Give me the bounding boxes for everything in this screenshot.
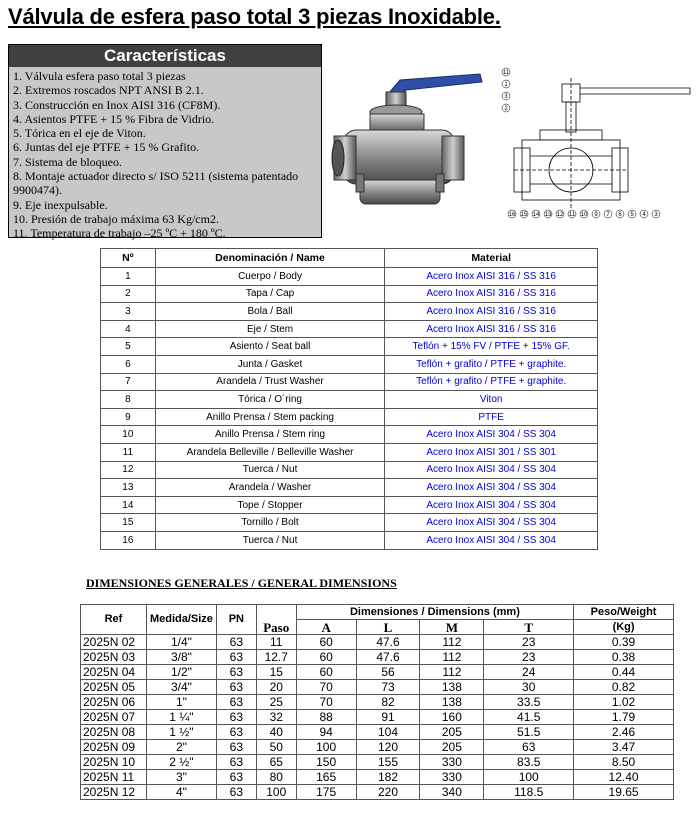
dims-header-row [81,605,674,620]
svg-text:11: 11 [502,70,510,76]
part-number: 8 [101,391,156,409]
table-row [81,770,674,785]
table-row [81,725,674,740]
cell-dim-l: 47.6 [356,635,420,650]
part-name: Arandela / Washer [155,479,385,497]
part-number: 11 [101,443,156,461]
table-row [101,408,598,426]
part-material: Acero Inox AISI 316 / SS 316 [385,320,598,338]
table-row [101,391,598,409]
table-row [81,740,674,755]
cell-dim-t: 41.5 [484,710,574,725]
table-row [81,665,674,680]
svg-text:11: 11 [568,212,576,218]
table-row [81,755,674,770]
cell-dim-a: 70 [296,695,356,710]
svg-text:1: 1 [504,82,508,88]
part-name: Bola / Ball [155,303,385,321]
cell-dim-l: 182 [356,770,420,785]
cell-size: 1 ¼" [146,710,216,725]
part-number: 6 [101,355,156,373]
cell-weight: 12.40 [574,770,674,785]
part-material: Acero Inox AISI 304 / SS 304 [385,479,598,497]
svg-text:6: 6 [618,212,622,218]
part-material: Acero Inox AISI 304 / SS 304 [385,426,598,444]
cell-paso: 32 [256,710,296,725]
part-name: Tuerca / Nut [155,531,385,549]
part-number: 4 [101,320,156,338]
cell-paso: 80 [256,770,296,785]
part-name: Anillo Prensa / Stem ring [155,426,385,444]
cell-dim-m: 160 [420,710,484,725]
part-material: Teflón + grafito / PTFE + graphite. [385,373,598,391]
cell-weight: 0.82 [574,680,674,695]
feature-item: 10. Presión de trabajo máxima 63 Kg/cm2. [13,211,219,226]
feature-item: 11. Temperatura de trabajo –25 ºC + 180 ºC. [13,226,226,241]
feature-item: 7. Sistema de bloqueo. [13,154,122,169]
part-number: 16 [101,531,156,549]
cell-dim-t: 100 [484,770,574,785]
table-row [101,320,598,338]
cell-dim-a: 60 [296,665,356,680]
table-row [101,285,598,303]
cell-paso: 25 [256,695,296,710]
cell-weight: 0.39 [574,635,674,650]
cell-ref: 2025N 04 [81,665,147,680]
features-box [8,44,322,241]
col-header-pn: PN [216,605,256,635]
part-name: Arandela Belleville / Belleville Washer [155,443,385,461]
part-name: Tuerca / Nut [155,461,385,479]
feature-item: 9. Eje inexpulsable. [13,197,108,212]
cell-paso: 40 [256,725,296,740]
svg-text:7: 7 [606,212,610,218]
cell-pn: 63 [216,770,256,785]
part-name: Asiento / Seat ball [155,338,385,356]
cell-dim-a: 100 [296,740,356,755]
part-number: 1 [101,268,156,286]
cell-paso: 15 [256,665,296,680]
cell-dim-m: 205 [420,725,484,740]
cell-ref: 2025N 08 [81,725,147,740]
svg-text:15: 15 [520,212,528,218]
cell-dim-l: 155 [356,755,420,770]
part-number: 13 [101,479,156,497]
col-header-material: Material [385,249,598,268]
table-row [81,635,674,650]
cell-dim-a: 70 [296,680,356,695]
svg-text:3: 3 [654,212,658,218]
cell-size: 2 ½" [146,755,216,770]
cell-ref: 2025N 10 [81,755,147,770]
parts-table [100,248,598,550]
part-number: 2 [101,285,156,303]
cell-dim-l: 104 [356,725,420,740]
table-row [101,461,598,479]
table-row [81,650,674,665]
cell-ref: 2025N 09 [81,740,147,755]
part-number: 7 [101,373,156,391]
cell-pn: 63 [216,635,256,650]
cell-dim-l: 82 [356,695,420,710]
cell-dim-m: 112 [420,665,484,680]
feature-item: 4. Asientos PTFE + 15 % Fibra de Vidrio. [13,111,215,126]
part-number: 5 [101,338,156,356]
cell-size: 1 ½" [146,725,216,740]
cell-size: 4" [146,785,216,800]
table-row [101,443,598,461]
cell-paso: 12.7 [256,650,296,665]
feature-item: 2. Extremos roscados NPT ANSI B 2.1. [13,83,204,98]
part-material: Acero Inox AISI 301 / SS 301 [385,443,598,461]
features-list [9,67,321,241]
col-header-t: T [484,620,574,635]
part-material: Acero Inox AISI 304 / SS 304 [385,461,598,479]
cell-dim-t: 63 [484,740,574,755]
cell-pn: 63 [216,650,256,665]
col-header-m: M [420,620,484,635]
cell-dim-a: 88 [296,710,356,725]
cell-dim-m: 330 [420,770,484,785]
page-title: Válvula de esfera paso total 3 piezas Inoxidable. [8,4,501,29]
table-row [101,338,598,356]
cell-weight: 0.38 [574,650,674,665]
cell-dim-l: 47.6 [356,650,420,665]
cell-ref: 2025N 12 [81,785,147,800]
col-header-a: A [296,620,356,635]
part-material: Acero Inox AISI 304 / SS 304 [385,496,598,514]
cell-dim-t: 24 [484,665,574,680]
cell-paso: 100 [256,785,296,800]
cell-dim-l: 91 [356,710,420,725]
col-header-number: Nº [101,249,156,268]
parts-header-row [101,249,598,268]
cell-dim-m: 340 [420,785,484,800]
part-material: Acero Inox AISI 316 / SS 316 [385,303,598,321]
cell-paso: 20 [256,680,296,695]
callout-bottom [508,210,660,218]
cell-dim-l: 220 [356,785,420,800]
cell-dim-m: 205 [420,740,484,755]
table-row [101,426,598,444]
dimensions-table [80,604,674,800]
cell-dim-m: 330 [420,755,484,770]
cell-size: 3/4" [146,680,216,695]
part-material: Teflón + 15% FV / PTFE + 15% GF. [385,338,598,356]
part-name: Cuerpo / Body [155,268,385,286]
feature-item: 5. Tórica en el eje de Viton. [13,126,146,141]
cell-dim-t: 30 [484,680,574,695]
cell-paso: 50 [256,740,296,755]
features-heading: Características [9,45,321,67]
cell-dim-t: 23 [484,650,574,665]
cell-dim-m: 138 [420,680,484,695]
col-header-l: L [356,620,420,635]
cell-weight: 2.46 [574,725,674,740]
cell-weight: 1.02 [574,695,674,710]
feature-item: 3. Construcción en Inox AISI 316 (CF8M). [13,97,221,112]
part-material: Acero Inox AISI 316 / SS 316 [385,268,598,286]
cell-paso: 11 [256,635,296,650]
table-row [101,479,598,497]
col-header-weight: Peso/Weight [574,605,674,620]
cell-dim-l: 56 [356,665,420,680]
table-row [101,355,598,373]
svg-text:12: 12 [556,212,564,218]
cell-dim-m: 112 [420,635,484,650]
part-name: Eje / Stem [155,320,385,338]
cell-pn: 63 [216,785,256,800]
cell-dim-a: 165 [296,770,356,785]
cell-size: 3" [146,770,216,785]
table-row [101,303,598,321]
part-name: Junta / Gasket [155,355,385,373]
cell-weight: 0.44 [574,665,674,680]
cell-dim-t: 118.5 [484,785,574,800]
part-name: Anillo Prensa / Stem packing [155,408,385,426]
part-material: Acero Inox AISI 304 / SS 304 [385,531,598,549]
cell-weight: 1.79 [574,710,674,725]
table-row [81,710,674,725]
cell-dim-a: 60 [296,650,356,665]
table-row [101,514,598,532]
svg-text:13: 13 [544,212,552,218]
cell-dim-t: 51.5 [484,725,574,740]
cell-dim-a: 150 [296,755,356,770]
part-number: 14 [101,496,156,514]
table-row [81,695,674,710]
cell-ref: 2025N 02 [81,635,147,650]
svg-text:4: 4 [642,212,646,218]
cell-size: 1" [146,695,216,710]
cell-dim-a: 175 [296,785,356,800]
col-header-ref: Ref [81,605,147,635]
svg-text:9: 9 [594,212,598,218]
part-material: PTFE [385,408,598,426]
cell-pn: 63 [216,710,256,725]
callout-left [502,68,510,112]
cell-ref: 2025N 11 [81,770,147,785]
table-row [81,785,674,800]
svg-text:2: 2 [504,106,508,112]
cell-pn: 63 [216,665,256,680]
part-number: 12 [101,461,156,479]
cell-weight: 19.65 [574,785,674,800]
col-header-paso: Paso [256,605,296,635]
col-header-dimensions: Dimensiones / Dimensions (mm) [296,605,573,620]
cell-size: 3/8" [146,650,216,665]
cell-dim-t: 33.5 [484,695,574,710]
cell-weight: 3.47 [574,740,674,755]
cell-weight: 8.50 [574,755,674,770]
cell-dim-t: 83.5 [484,755,574,770]
svg-text:3: 3 [504,94,508,100]
feature-item: 1. Válvula esfera paso total 3 piezas [13,69,186,83]
part-material: Acero Inox AISI 304 / SS 304 [385,514,598,532]
valve-photo [330,64,500,224]
svg-text:16: 16 [508,212,516,218]
cell-paso: 65 [256,755,296,770]
col-header-name: Denominación / Name [155,249,385,268]
svg-text:5: 5 [630,212,634,218]
cell-dim-m: 138 [420,695,484,710]
part-name: Tapa / Cap [155,285,385,303]
cell-dim-m: 112 [420,650,484,665]
part-name: Tornillo / Bolt [155,514,385,532]
cell-ref: 2025N 06 [81,695,147,710]
feature-item: 6. Juntas del eje PTFE + 15 % Grafito. [13,140,200,155]
cell-size: 1/4" [146,635,216,650]
part-name: Tórica / O´ring [155,391,385,409]
cell-pn: 63 [216,695,256,710]
cell-size: 2" [146,740,216,755]
cell-size: 1/2" [146,665,216,680]
cell-pn: 63 [216,725,256,740]
part-number: 3 [101,303,156,321]
cell-ref: 2025N 07 [81,710,147,725]
cell-dim-t: 23 [484,635,574,650]
dimensions-title: DIMENSIONES GENERALES / GENERAL DIMENSIONS [86,576,397,590]
table-row [101,268,598,286]
cell-pn: 63 [216,680,256,695]
part-material: Viton [385,391,598,409]
part-number: 15 [101,514,156,532]
table-row [101,531,598,549]
technical-drawing [500,58,695,224]
part-number: 10 [101,426,156,444]
cell-pn: 63 [216,740,256,755]
table-row [101,496,598,514]
col-header-size: Medida/Size [146,605,216,635]
feature-item: 8. Montaje actuador directo s/ ISO 5211 (sistema patentado 9900474). [13,169,299,198]
part-number: 9 [101,408,156,426]
cell-dim-a: 60 [296,635,356,650]
table-row [101,373,598,391]
col-header-weight-unit: (Kg) [574,620,674,635]
cell-ref: 2025N 03 [81,650,147,665]
cell-ref: 2025N 05 [81,680,147,695]
cell-dim-l: 73 [356,680,420,695]
svg-text:14: 14 [532,212,540,218]
table-row [81,680,674,695]
part-name: Arandela / Trust Washer [155,373,385,391]
part-name: Tope / Stopper [155,496,385,514]
part-material: Teflón + grafito / PTFE + graphite. [385,355,598,373]
svg-text:10: 10 [580,212,588,218]
cell-pn: 63 [216,755,256,770]
cell-dim-a: 94 [296,725,356,740]
cell-dim-l: 120 [356,740,420,755]
part-material: Acero Inox AISI 316 / SS 316 [385,285,598,303]
